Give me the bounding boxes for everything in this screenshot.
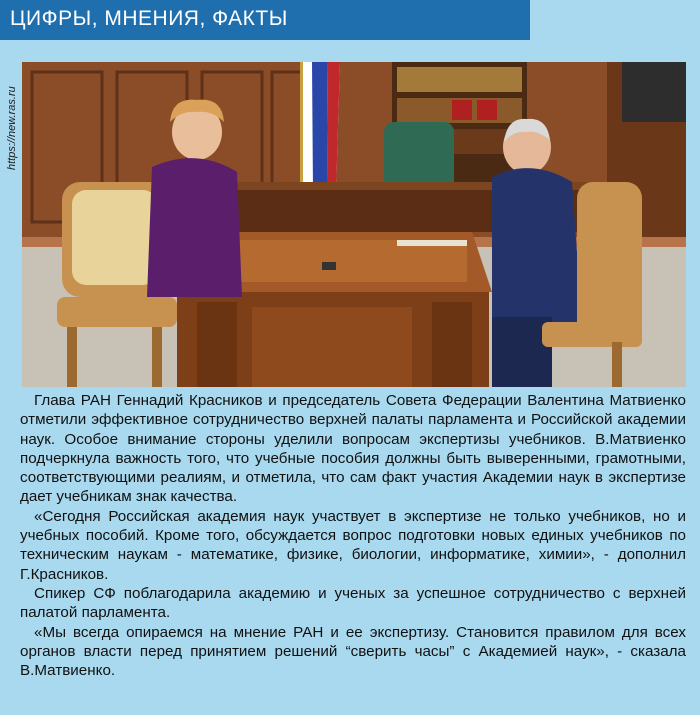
article-photo [22,62,686,387]
meeting-photo-illustration [22,62,686,387]
article-paragraph: «Сегодня Российская академия наук участвует в экспертизе не только учебников, но и учебных пособий. Кроме того, обсуждается вопрос подготовки новых единых учебников по техническим наукам - математике, физике, биологии, информатике, химии», - дополнил Г.Красников. [20,507,686,583]
article-paragraph: Глава РАН Геннадий Красников и председатель Совета Федерации Валентина Матвиенко отметили эффективное сотрудничество верхней палаты парламента и Российской академии наук. Особое внимание стороны уделили вопросам экспертизы учебников. В.Матвиенко подчеркнула важность того, что учебные пособия должны быть выверенными, грамотными, соответствующими реалиям, и отметила, что сам факт участия Академии наук в экспертизе дает учебникам знак качества. [20,392,686,506]
article-body [20,391,686,680]
section-header [0,0,530,40]
section-title: ЦИФРЫ, МНЕНИЯ, ФАКТЫ [10,7,288,30]
source-url[interactable]: https://new.ras.ru [6,86,18,170]
article-paragraph: Спикер СФ поблагодарила академию и ученых за успешное сотрудничество с верхней палатой парламента. [20,584,686,622]
article-paragraph: «Мы всегда опираемся на мнение РАН и ее экспертизу. Становится правилом для всех органов власти перед принятием решений “сверить часы” с Академией наук», - сказала В.Матвиенко. [20,623,686,680]
